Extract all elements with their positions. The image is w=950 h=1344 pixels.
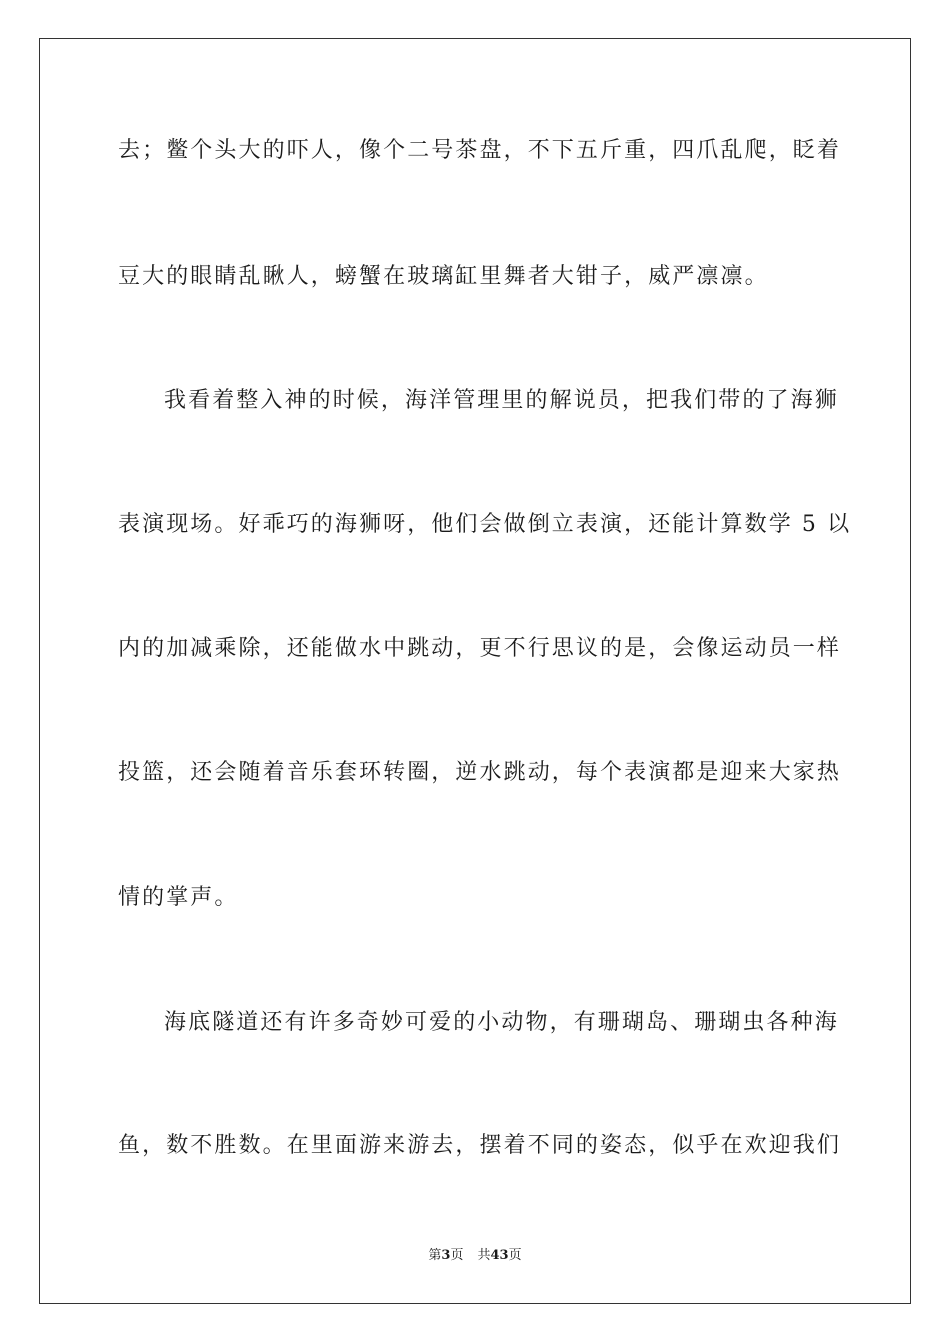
page-number: 3 bbox=[441, 1248, 451, 1263]
page-border bbox=[39, 38, 911, 1304]
text-line: 表演现场。好乖巧的海狮呀，他们会做倒立表演，还能计算数学 5 以 bbox=[118, 512, 852, 537]
page-footer bbox=[0, 1247, 950, 1265]
page-prefix: 第 bbox=[428, 1248, 442, 1263]
page-suffix: 页 bbox=[450, 1248, 464, 1263]
text-line: 豆大的眼睛乱瞅人，螃蟹在玻璃缸里舞者大钳子，威严凛凛。 bbox=[118, 264, 769, 289]
total-pages: 43 bbox=[490, 1248, 509, 1263]
text-line: 鱼，数不胜数。在里面游来游去，摆着不同的姿态，似乎在欢迎我们 bbox=[118, 1133, 842, 1158]
text-line: 去；鳖个头大的吓人，像个二号茶盘，不下五斤重，四爪乱爬，眨着 bbox=[118, 138, 842, 163]
text-line: 投篮，还会随着音乐套环转圈，逆水跳动，每个表演都是迎来大家热 bbox=[118, 760, 842, 785]
text-line: 情的掌声。 bbox=[118, 885, 239, 910]
paragraph-start-line: 海底隧道还有许多奇妙可爱的小动物，有珊瑚岛、珊瑚虫各种海 bbox=[164, 1010, 839, 1035]
total-suffix: 页 bbox=[508, 1248, 522, 1263]
paragraph-start-line: 我看着整入神的时候，海洋管理里的解说员，把我们带的了海狮 bbox=[164, 388, 839, 413]
total-prefix: 共 bbox=[477, 1248, 491, 1263]
text-line: 内的加减乘除，还能做水中跳动，更不行思议的是，会像运动员一样 bbox=[118, 636, 842, 661]
